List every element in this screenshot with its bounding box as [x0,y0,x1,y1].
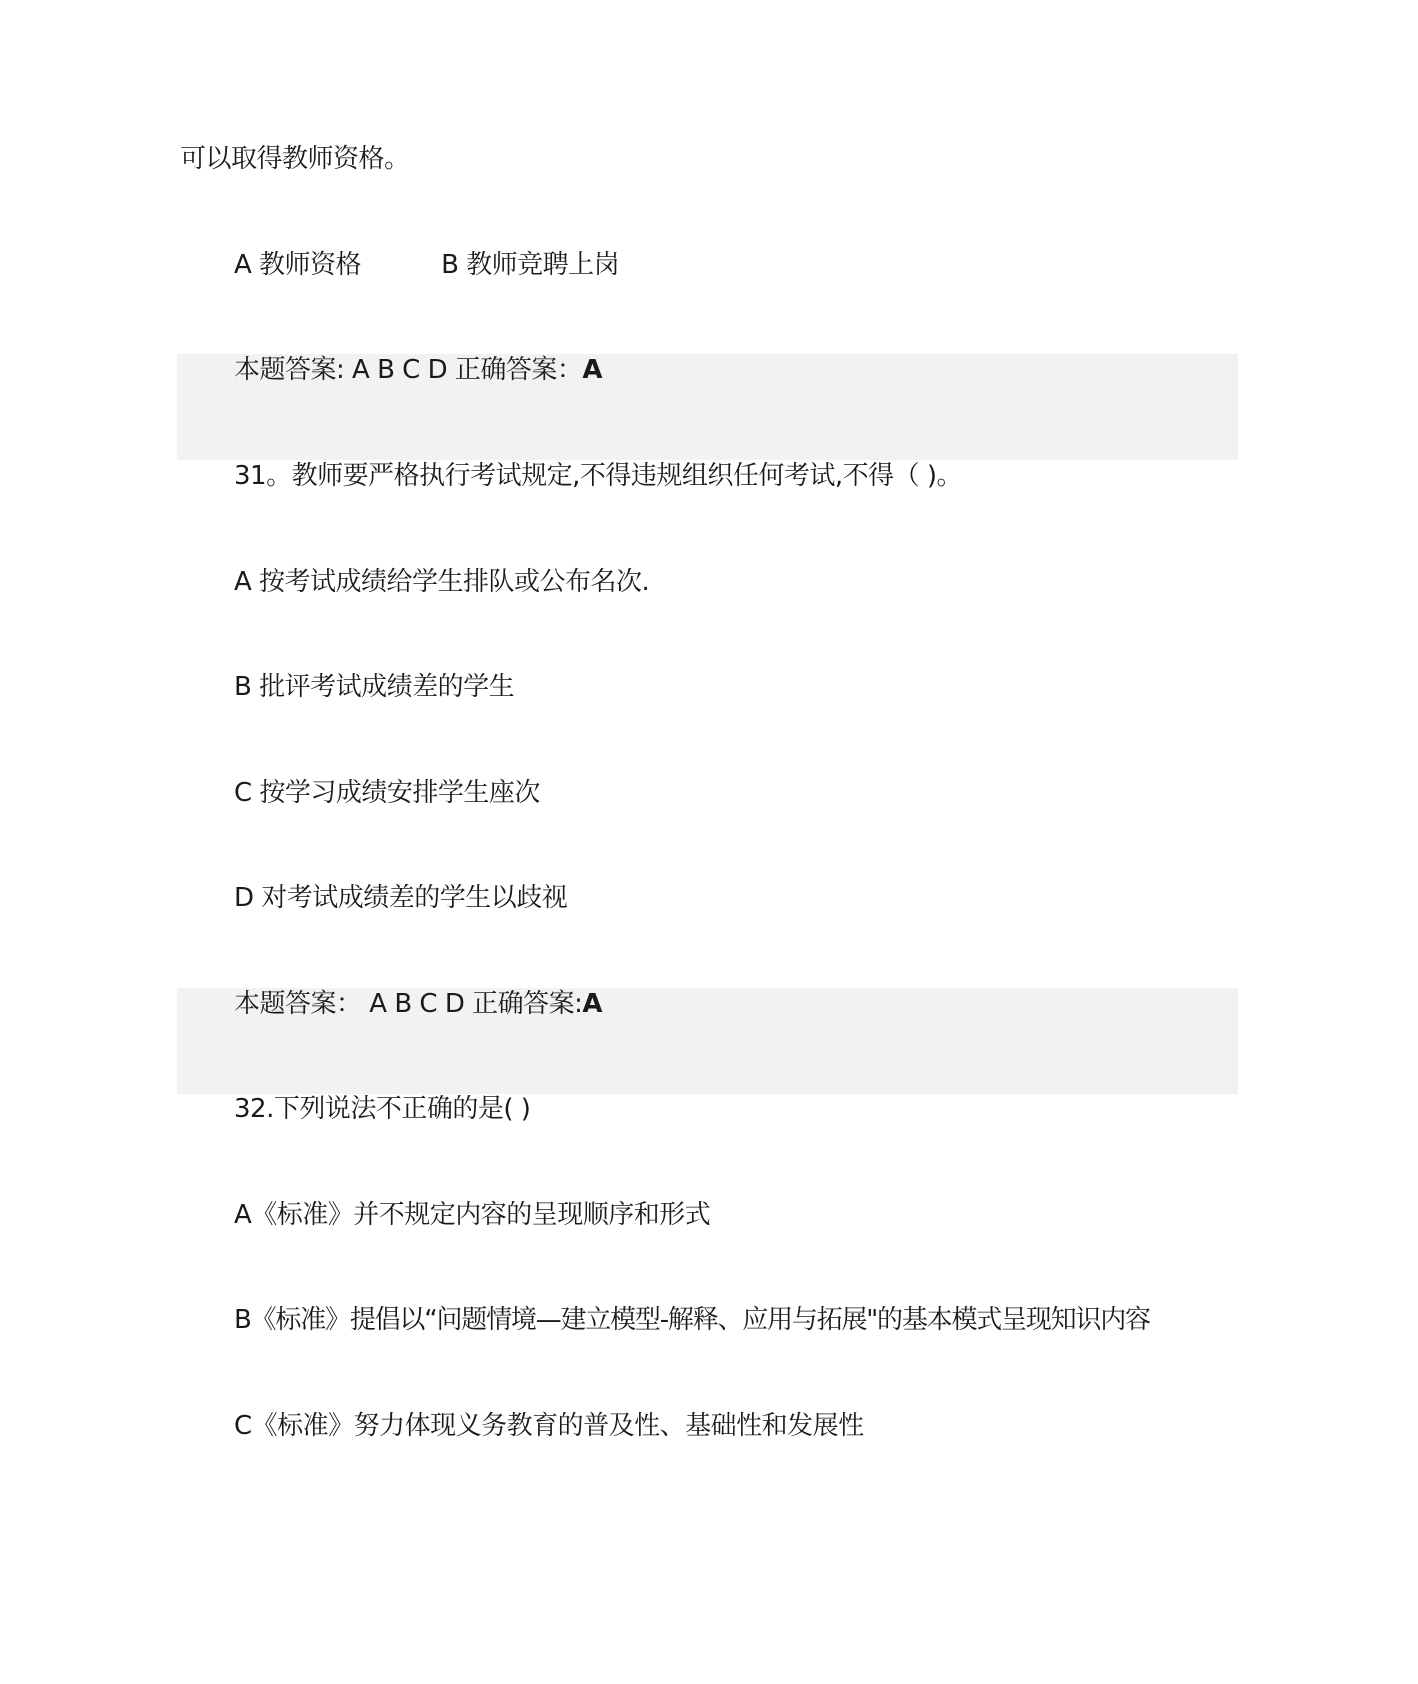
question-31-option-d: D 对考试成绩差的学生以歧视 [234,883,568,913]
question-30-options [234,247,619,283]
question-32-option-c: C《标准》努力体现义务教育的普及性、基础性和发展性 [234,1411,864,1441]
question-32-option-b: B《标准》提倡以“问题情境—建立模型-解释、应用与拓展"的基本模式呈现知识内容 [234,1305,1150,1335]
question-31-stem: 31。教师要严格执行考试规定,不得违规组织任何考试,不得（ )。 [234,461,963,491]
option-b: B 教师竞聘上岗 [441,250,620,280]
answer-label: 本题答案： A B C D 正确答案: [234,989,583,1019]
question-31-option-a: A 按考试成绩给学生排队或公布名次. [234,567,650,597]
option-a: A 教师资格 [234,250,362,280]
question-31-option-c: C 按学习成绩安排学生座次 [234,778,540,808]
question-31-option-b: B 批评考试成绩差的学生 [234,672,515,702]
question-32-stem: 32.下列说法不正确的是( ) [234,1094,531,1124]
answer-label: 本题答案: A B C D 正确答案： [234,355,583,385]
question-31-answer [234,986,602,1022]
question-30-stem-tail: 可以取得教师资格。 [180,144,410,174]
question-32-option-a: A《标准》并不规定内容的呈现顺序和形式 [234,1200,711,1230]
correct-answer: A [582,989,603,1019]
question-30-answer [234,352,602,388]
correct-answer: A [582,355,603,385]
